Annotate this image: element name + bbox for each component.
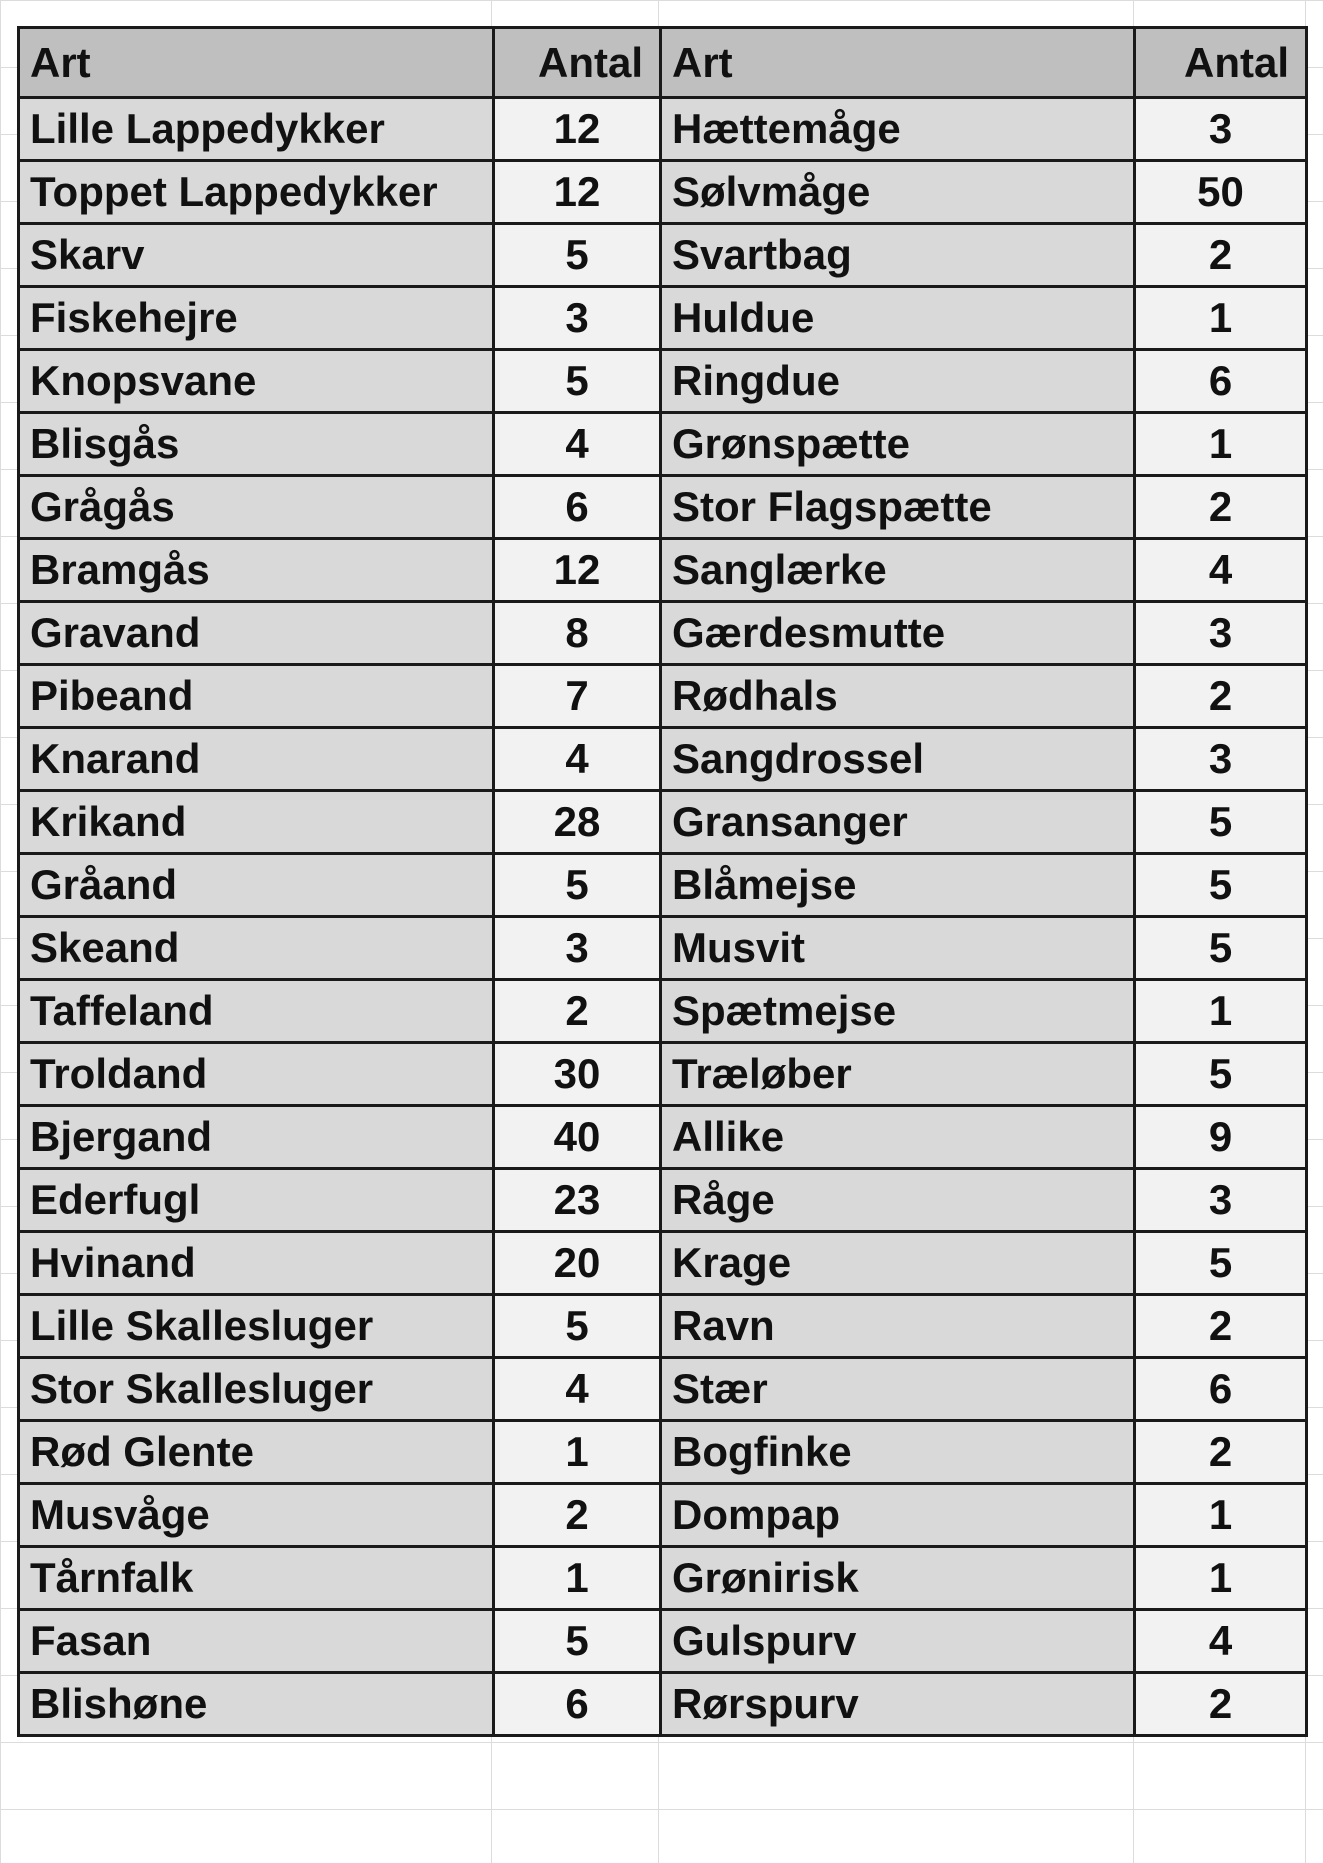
species-cell-left[interactable]: Krikand: [19, 791, 494, 854]
count-cell-left[interactable]: 12: [494, 161, 661, 224]
species-cell-right[interactable]: Musvit: [661, 917, 1135, 980]
count-cell-left[interactable]: 4: [494, 1358, 661, 1421]
table-row: [19, 665, 1307, 728]
count-cell-right[interactable]: 5: [1135, 1043, 1307, 1106]
species-cell-right[interactable]: Rødhals: [661, 665, 1135, 728]
species-cell-left[interactable]: Taffeland: [19, 980, 494, 1043]
count-cell-left[interactable]: 40: [494, 1106, 661, 1169]
table-row: [19, 1106, 1307, 1169]
count-cell-left[interactable]: 5: [494, 350, 661, 413]
species-cell-right[interactable]: Huldue: [661, 287, 1135, 350]
count-cell-right[interactable]: 2: [1135, 665, 1307, 728]
count-cell-right[interactable]: 3: [1135, 602, 1307, 665]
count-cell-right[interactable]: 5: [1135, 791, 1307, 854]
count-cell-right[interactable]: 5: [1135, 1232, 1307, 1295]
count-cell-right[interactable]: 5: [1135, 917, 1307, 980]
header-row: [19, 28, 1307, 98]
count-cell-left[interactable]: 5: [494, 224, 661, 287]
species-cell-right[interactable]: Råge: [661, 1169, 1135, 1232]
table-row: [19, 476, 1307, 539]
table-row: [19, 98, 1307, 161]
table-row: [19, 1169, 1307, 1232]
species-cell-right[interactable]: Sangdrossel: [661, 728, 1135, 791]
species-cell-left[interactable]: Skeand: [19, 917, 494, 980]
species-cell-right[interactable]: Blåmejse: [661, 854, 1135, 917]
table-row: [19, 602, 1307, 665]
species-cell-left[interactable]: Troldand: [19, 1043, 494, 1106]
count-cell-right[interactable]: 4: [1135, 539, 1307, 602]
table-row: [19, 1673, 1307, 1736]
count-cell-right[interactable]: 2: [1135, 1295, 1307, 1358]
count-cell-right[interactable]: 6: [1135, 350, 1307, 413]
table-row: [19, 1547, 1307, 1610]
count-cell-left[interactable]: 5: [494, 1295, 661, 1358]
species-cell-right[interactable]: Spætmejse: [661, 980, 1135, 1043]
species-cell-right[interactable]: Sanglærke: [661, 539, 1135, 602]
species-cell-left[interactable]: Tårnfalk: [19, 1547, 494, 1610]
species-cell-left[interactable]: Lille Skallesluger: [19, 1295, 494, 1358]
species-cell-right[interactable]: Grønirisk: [661, 1547, 1135, 1610]
count-cell-right[interactable]: 3: [1135, 728, 1307, 791]
count-cell-left[interactable]: 2: [494, 1484, 661, 1547]
species-cell-left[interactable]: Pibeand: [19, 665, 494, 728]
table-row: [19, 791, 1307, 854]
count-cell-right[interactable]: 3: [1135, 1169, 1307, 1232]
species-cell-left[interactable]: Fiskehejre: [19, 287, 494, 350]
species-cell-right[interactable]: Hættemåge: [661, 98, 1135, 161]
count-cell-right[interactable]: 5: [1135, 854, 1307, 917]
count-cell-right[interactable]: 2: [1135, 1673, 1307, 1736]
count-cell-left[interactable]: 5: [494, 1610, 661, 1673]
species-cell-right[interactable]: Gærdesmutte: [661, 602, 1135, 665]
species-cell-right[interactable]: Stor Flagspætte: [661, 476, 1135, 539]
count-cell-right[interactable]: 2: [1135, 476, 1307, 539]
count-cell-right[interactable]: 1: [1135, 1547, 1307, 1610]
count-cell-left[interactable]: 7: [494, 665, 661, 728]
species-cell-left[interactable]: Lille Lappedykker: [19, 98, 494, 161]
table-row: [19, 161, 1307, 224]
species-cell-right[interactable]: Grønspætte: [661, 413, 1135, 476]
species-cell-left[interactable]: Fasan: [19, 1610, 494, 1673]
count-cell-left[interactable]: 3: [494, 917, 661, 980]
table-row: [19, 1043, 1307, 1106]
species-cell-right[interactable]: Rørspurv: [661, 1673, 1135, 1736]
species-cell-right[interactable]: Krage: [661, 1232, 1135, 1295]
count-cell-right[interactable]: 6: [1135, 1358, 1307, 1421]
count-cell-left[interactable]: 12: [494, 98, 661, 161]
species-cell-left[interactable]: Musvåge: [19, 1484, 494, 1547]
species-cell-left[interactable]: Blisgås: [19, 413, 494, 476]
count-cell-right[interactable]: 2: [1135, 224, 1307, 287]
table-row: [19, 224, 1307, 287]
table-row: [19, 1358, 1307, 1421]
count-cell-right[interactable]: 4: [1135, 1610, 1307, 1673]
header-antal-left[interactable]: Antal: [494, 28, 661, 98]
count-cell-right[interactable]: 1: [1135, 1484, 1307, 1547]
species-cell-left[interactable]: Hvinand: [19, 1232, 494, 1295]
count-cell-right[interactable]: 1: [1135, 980, 1307, 1043]
count-cell-left[interactable]: 12: [494, 539, 661, 602]
species-cell-left[interactable]: Bjergand: [19, 1106, 494, 1169]
header-art-right[interactable]: Art: [661, 28, 1135, 98]
species-cell-left[interactable]: Grågås: [19, 476, 494, 539]
count-cell-left[interactable]: 4: [494, 728, 661, 791]
header-antal-right[interactable]: Antal: [1135, 28, 1307, 98]
count-cell-left[interactable]: 30: [494, 1043, 661, 1106]
count-cell-left[interactable]: 2: [494, 980, 661, 1043]
species-cell-right[interactable]: Svartbag: [661, 224, 1135, 287]
species-cell-right[interactable]: Gulspurv: [661, 1610, 1135, 1673]
count-cell-right[interactable]: 2: [1135, 1421, 1307, 1484]
count-cell-left[interactable]: 6: [494, 1673, 661, 1736]
species-cell-right[interactable]: Stær: [661, 1358, 1135, 1421]
species-cell-left[interactable]: Knarand: [19, 728, 494, 791]
count-cell-left[interactable]: 5: [494, 854, 661, 917]
table-row: [19, 1484, 1307, 1547]
table-row: [19, 1610, 1307, 1673]
bird-count-table: [17, 26, 1308, 1737]
species-cell-left[interactable]: Ederfugl: [19, 1169, 494, 1232]
species-cell-left[interactable]: Skarv: [19, 224, 494, 287]
table-row: [19, 1295, 1307, 1358]
table-body: [19, 98, 1307, 1736]
count-cell-right[interactable]: 1: [1135, 287, 1307, 350]
count-cell-right[interactable]: 3: [1135, 98, 1307, 161]
count-cell-left[interactable]: 23: [494, 1169, 661, 1232]
species-cell-left[interactable]: Rød Glente: [19, 1421, 494, 1484]
species-cell-right[interactable]: Ravn: [661, 1295, 1135, 1358]
table-row: [19, 854, 1307, 917]
count-cell-left[interactable]: 8: [494, 602, 661, 665]
count-cell-left[interactable]: 1: [494, 1421, 661, 1484]
count-cell-left[interactable]: 20: [494, 1232, 661, 1295]
species-cell-right[interactable]: Sølvmåge: [661, 161, 1135, 224]
count-cell-left[interactable]: 6: [494, 476, 661, 539]
table-row: [19, 287, 1307, 350]
table-row: [19, 413, 1307, 476]
count-cell-right[interactable]: 50: [1135, 161, 1307, 224]
count-cell-right[interactable]: 9: [1135, 1106, 1307, 1169]
species-cell-right[interactable]: Allike: [661, 1106, 1135, 1169]
count-cell-left[interactable]: 4: [494, 413, 661, 476]
table-row: [19, 1421, 1307, 1484]
count-cell-left[interactable]: 28: [494, 791, 661, 854]
header-art-left[interactable]: Art: [19, 28, 494, 98]
count-cell-right[interactable]: 1: [1135, 413, 1307, 476]
count-cell-left[interactable]: 1: [494, 1547, 661, 1610]
species-cell-right[interactable]: Gransanger: [661, 791, 1135, 854]
table-row: [19, 980, 1307, 1043]
table-row: [19, 350, 1307, 413]
species-cell-left[interactable]: Gråand: [19, 854, 494, 917]
species-cell-right[interactable]: Træløber: [661, 1043, 1135, 1106]
species-cell-right[interactable]: Ringdue: [661, 350, 1135, 413]
species-cell-left[interactable]: Blishøne: [19, 1673, 494, 1736]
table-row: [19, 1232, 1307, 1295]
species-cell-left[interactable]: Bramgås: [19, 539, 494, 602]
species-cell-right[interactable]: Bogfinke: [661, 1421, 1135, 1484]
species-cell-left[interactable]: Toppet Lappedykker: [19, 161, 494, 224]
species-cell-left[interactable]: Knopsvane: [19, 350, 494, 413]
species-cell-right[interactable]: Dompap: [661, 1484, 1135, 1547]
count-cell-left[interactable]: 3: [494, 287, 661, 350]
species-cell-left[interactable]: Stor Skallesluger: [19, 1358, 494, 1421]
table-row: [19, 917, 1307, 980]
species-cell-left[interactable]: Gravand: [19, 602, 494, 665]
table-row: [19, 728, 1307, 791]
table-row: [19, 539, 1307, 602]
